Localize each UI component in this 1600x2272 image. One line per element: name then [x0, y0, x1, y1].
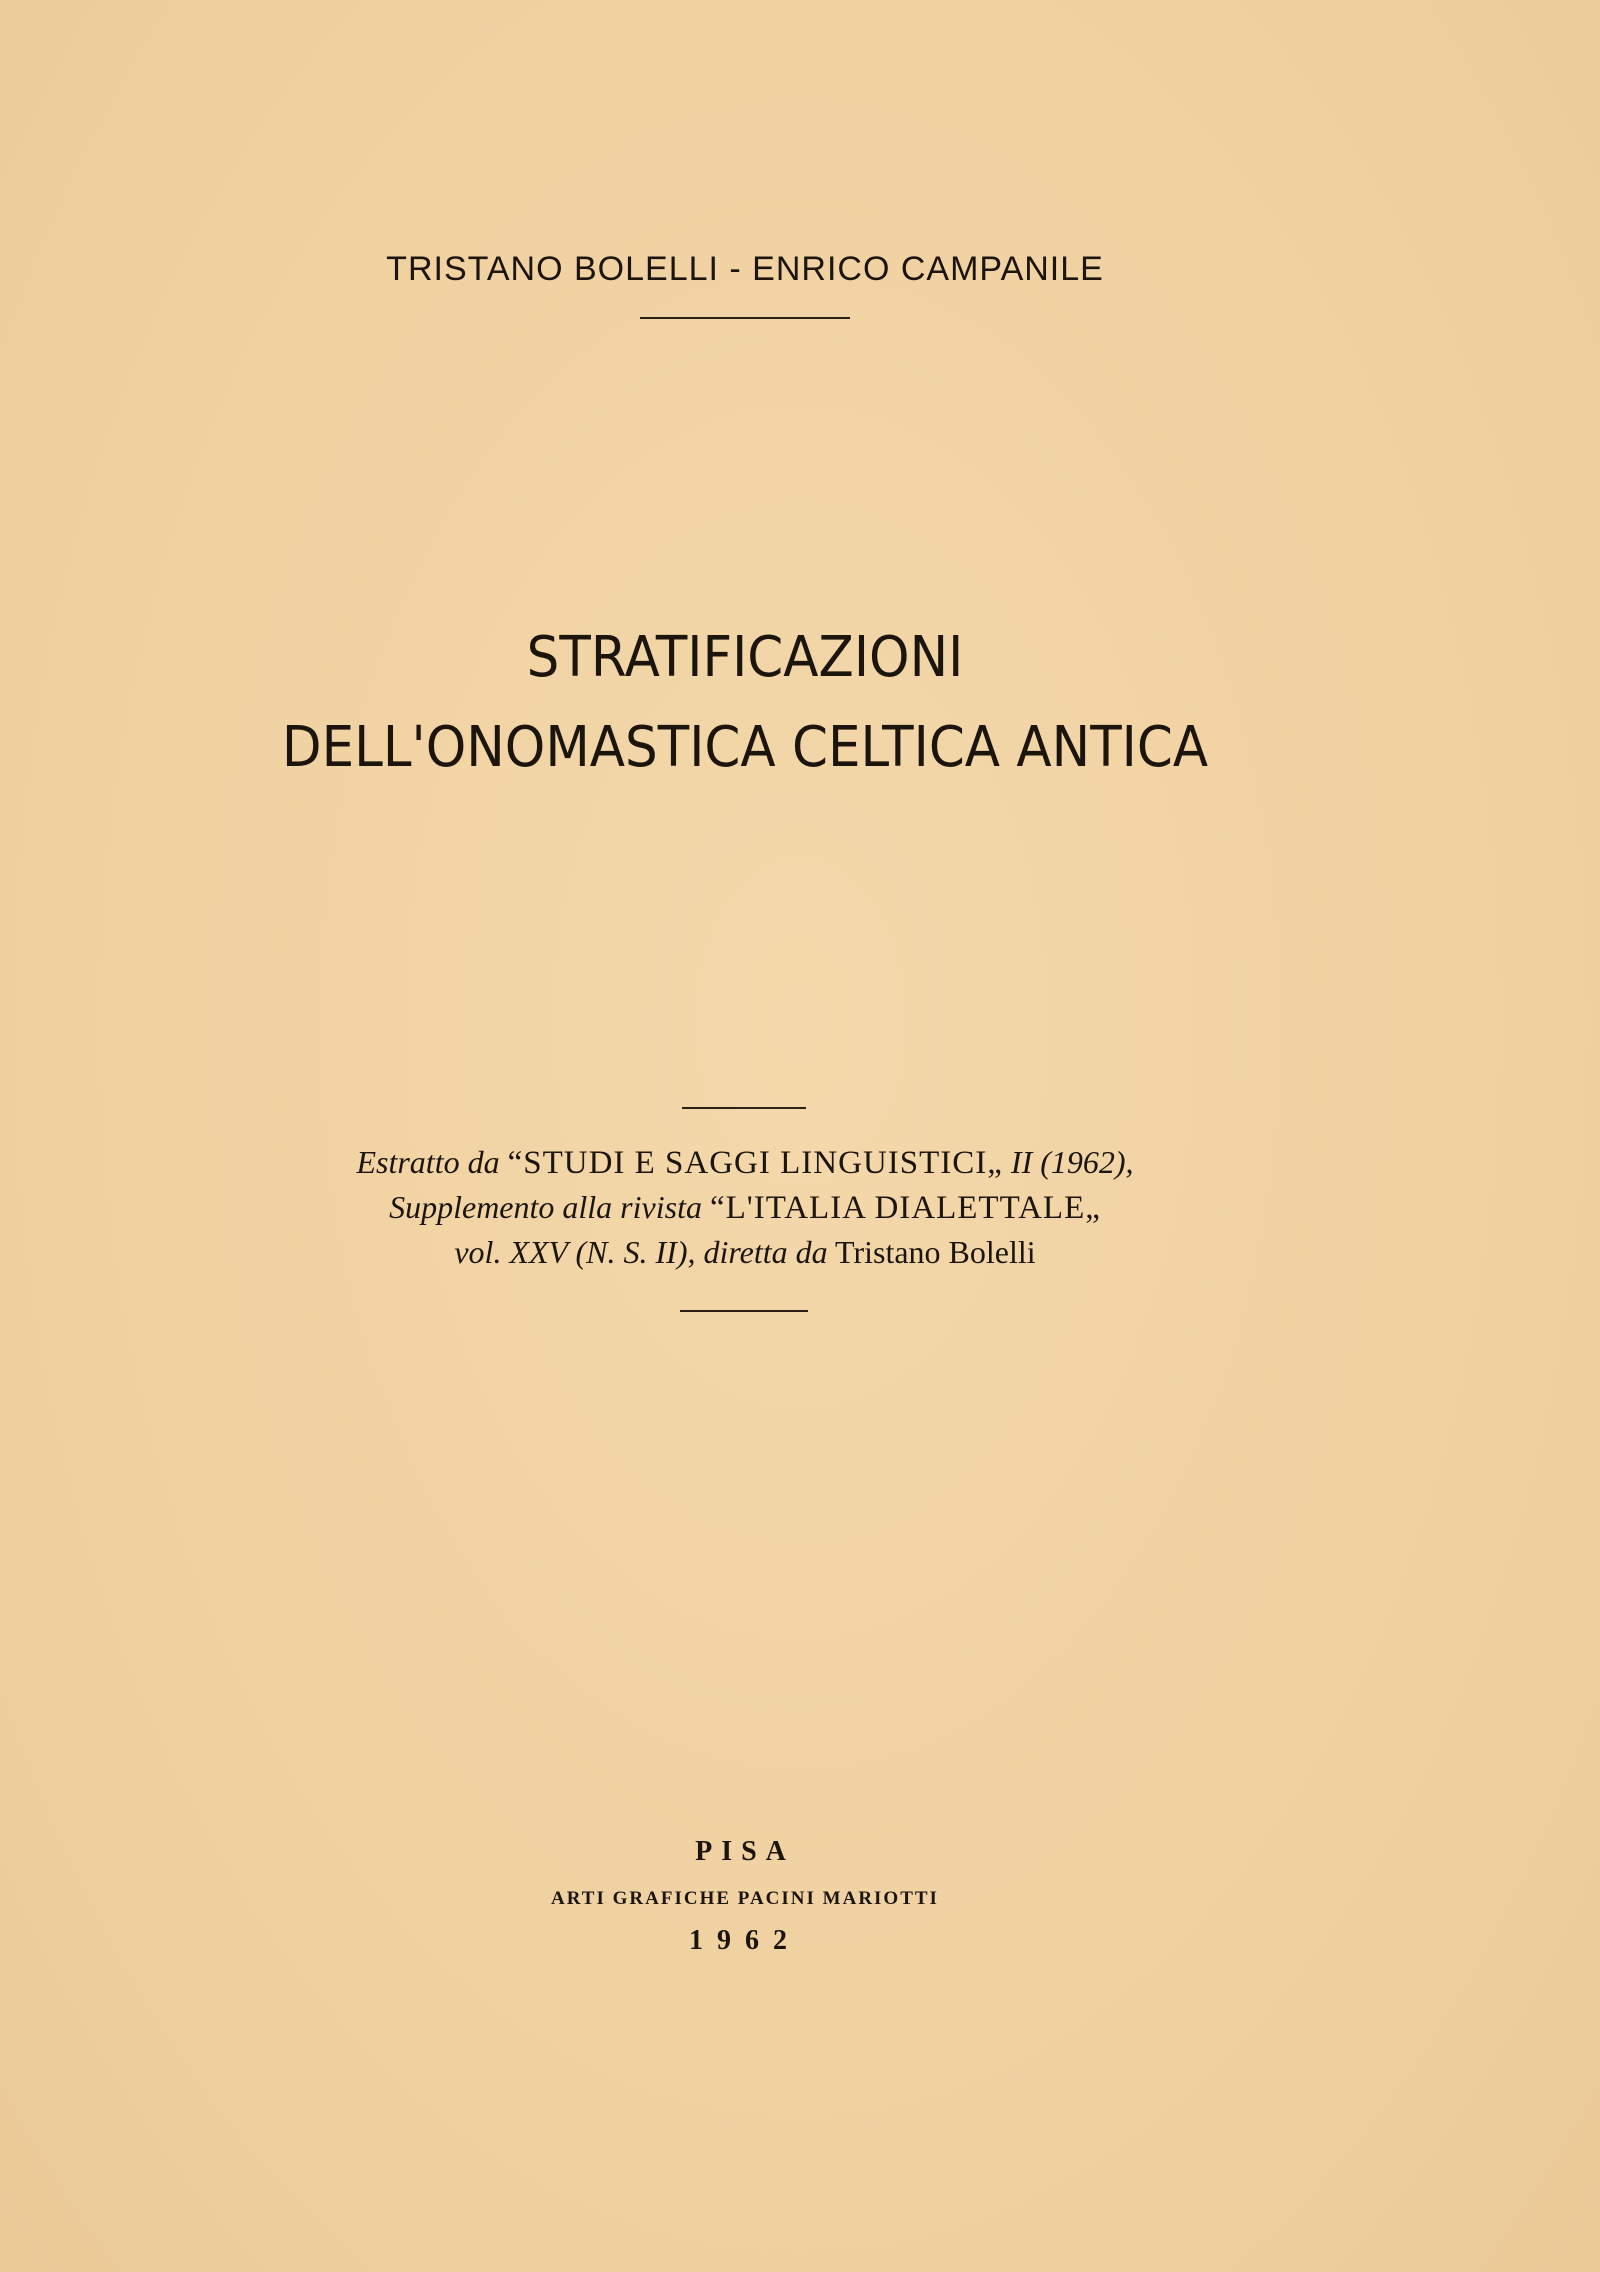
imprint-year: 1962: [689, 1925, 801, 1956]
title-line-1: STRATIFICAZIONI: [526, 625, 964, 690]
extract-prefix: Estratto da: [356, 1144, 500, 1180]
authors-line: TRISTANO BOLELLI - ENRICO CAMPANILE: [386, 250, 1104, 288]
supplement-prefix: Supplemento alla rivista: [389, 1189, 702, 1225]
journal-issue: II (1962),: [1010, 1144, 1134, 1180]
extract-line-3: [0, 1230, 1490, 1275]
imprint-publisher: ARTI GRAFICHE PACINI MARIOTTI: [551, 1888, 939, 1909]
journal-name: “STUDI E SAGGI LINGUISTICI„: [507, 1145, 1003, 1181]
lower-rule: [680, 1310, 808, 1312]
volume-info: vol. XXV (N. S. II), diretta da: [454, 1234, 828, 1270]
editor-name: Tristano Bolelli: [835, 1234, 1036, 1270]
extract-line-1: [0, 1140, 1490, 1186]
top-rule: [640, 317, 850, 319]
review-name: “L'ITALIA DIALETTALE„: [709, 1190, 1101, 1226]
title-line-2: DELL'ONOMASTICA CELTICA ANTICA: [281, 715, 1209, 780]
extract-line-2: [0, 1185, 1490, 1231]
imprint-city: PISA: [695, 1836, 795, 1867]
middle-rule: [682, 1107, 806, 1109]
